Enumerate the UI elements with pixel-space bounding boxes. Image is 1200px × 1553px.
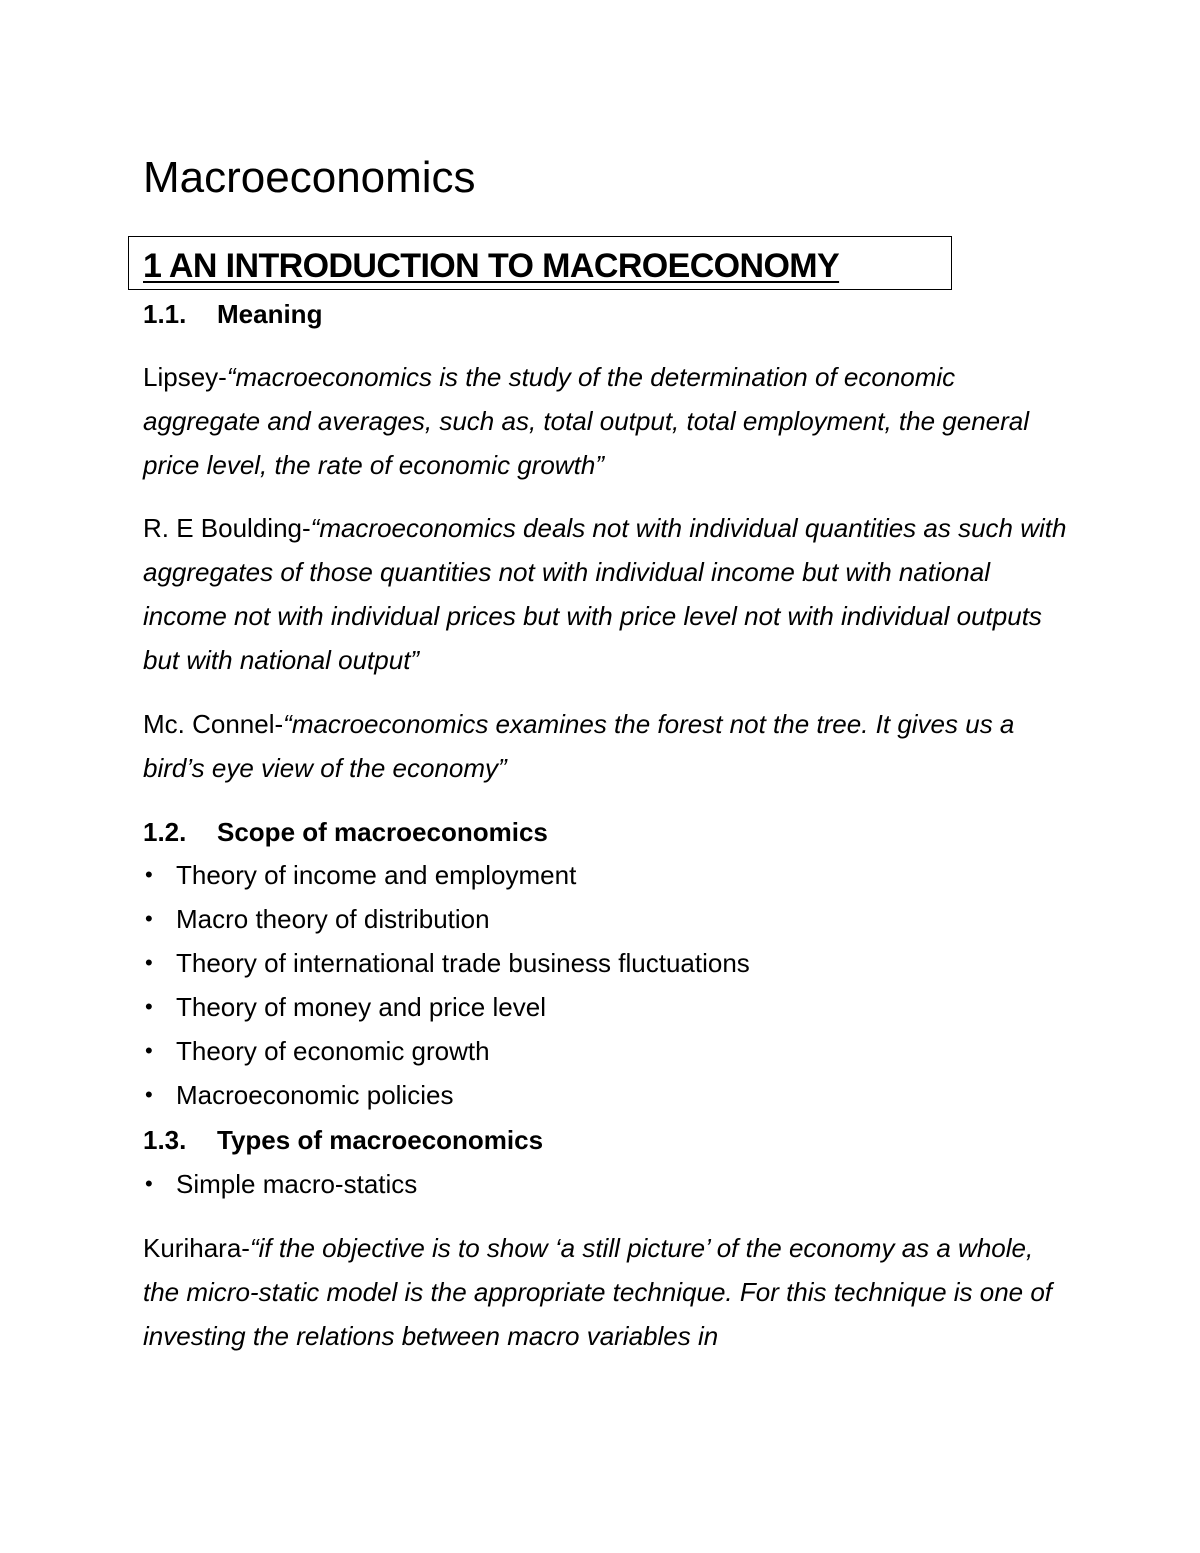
definition-paragraph-connel bbox=[143, 702, 1068, 790]
definition-author: R. E Boulding- bbox=[143, 513, 311, 543]
definition-author: Kurihara- bbox=[143, 1233, 250, 1263]
bullet-icon: • bbox=[145, 906, 153, 931]
section-title: Types of macroeconomics bbox=[217, 1125, 544, 1155]
bullet-icon: • bbox=[145, 950, 153, 975]
definition-paragraph-boulding bbox=[143, 506, 1068, 682]
definition-quote: “macroeconomics deals not with individual quantities as such with aggregates of those quantities not with individual income but with national income not with individual prices but with price level not with individual outputs but with national output” bbox=[143, 513, 1067, 675]
list-item: • Simple macro-statics bbox=[143, 1162, 417, 1206]
definition-quote: “macroeconomics is the study of the determination of economic aggregate and averages, such as, total output, total employment, the general price level, the rate of economic growth” bbox=[143, 362, 1030, 480]
document-title: Macroeconomics bbox=[143, 153, 476, 202]
definition-paragraph-lipsey bbox=[143, 355, 1068, 487]
section-title: Meaning bbox=[217, 299, 323, 329]
section-heading-scope bbox=[143, 815, 548, 849]
list-item: • Theory of economic growth bbox=[143, 1029, 750, 1073]
section-title: Scope of macroeconomics bbox=[217, 817, 548, 847]
bullet-icon: • bbox=[145, 1038, 153, 1063]
definition-author: Lipsey- bbox=[143, 362, 227, 392]
section-number: 1.2. bbox=[143, 817, 187, 847]
definition-paragraph-kurihara bbox=[143, 1226, 1068, 1358]
list-item: • Macro theory of distribution bbox=[143, 897, 750, 941]
list-item: • Macroeconomic policies bbox=[143, 1073, 750, 1117]
bullet-icon: • bbox=[145, 862, 153, 887]
bullet-icon: • bbox=[145, 1171, 153, 1196]
chapter-heading: 1 AN INTRODUCTION TO MACROECONOMY bbox=[143, 247, 840, 285]
scope-list bbox=[143, 853, 750, 1117]
definition-quote: “if the objective is to show ‘a still picture’ of the economy as a whole, the micro-static model is the appropriate technique. For this technique is one of investing the relations between macro variables in bbox=[143, 1233, 1053, 1351]
section-number: 1.3. bbox=[143, 1125, 187, 1155]
definition-author: Mc. Connel- bbox=[143, 709, 284, 739]
bullet-icon: • bbox=[145, 1082, 153, 1107]
list-item: • Theory of income and employment bbox=[143, 853, 750, 897]
bullet-icon: • bbox=[145, 994, 153, 1019]
section-heading-meaning bbox=[143, 297, 322, 331]
list-item: • Theory of international trade business fluctuations bbox=[143, 941, 750, 985]
types-list bbox=[143, 1162, 417, 1206]
section-number: 1.1. bbox=[143, 299, 187, 329]
section-heading-types bbox=[143, 1123, 543, 1157]
list-item: • Theory of money and price level bbox=[143, 985, 750, 1029]
definition-quote: “macroeconomics examines the forest not the tree. It gives us a bird’s eye view of the economy” bbox=[143, 709, 1015, 783]
